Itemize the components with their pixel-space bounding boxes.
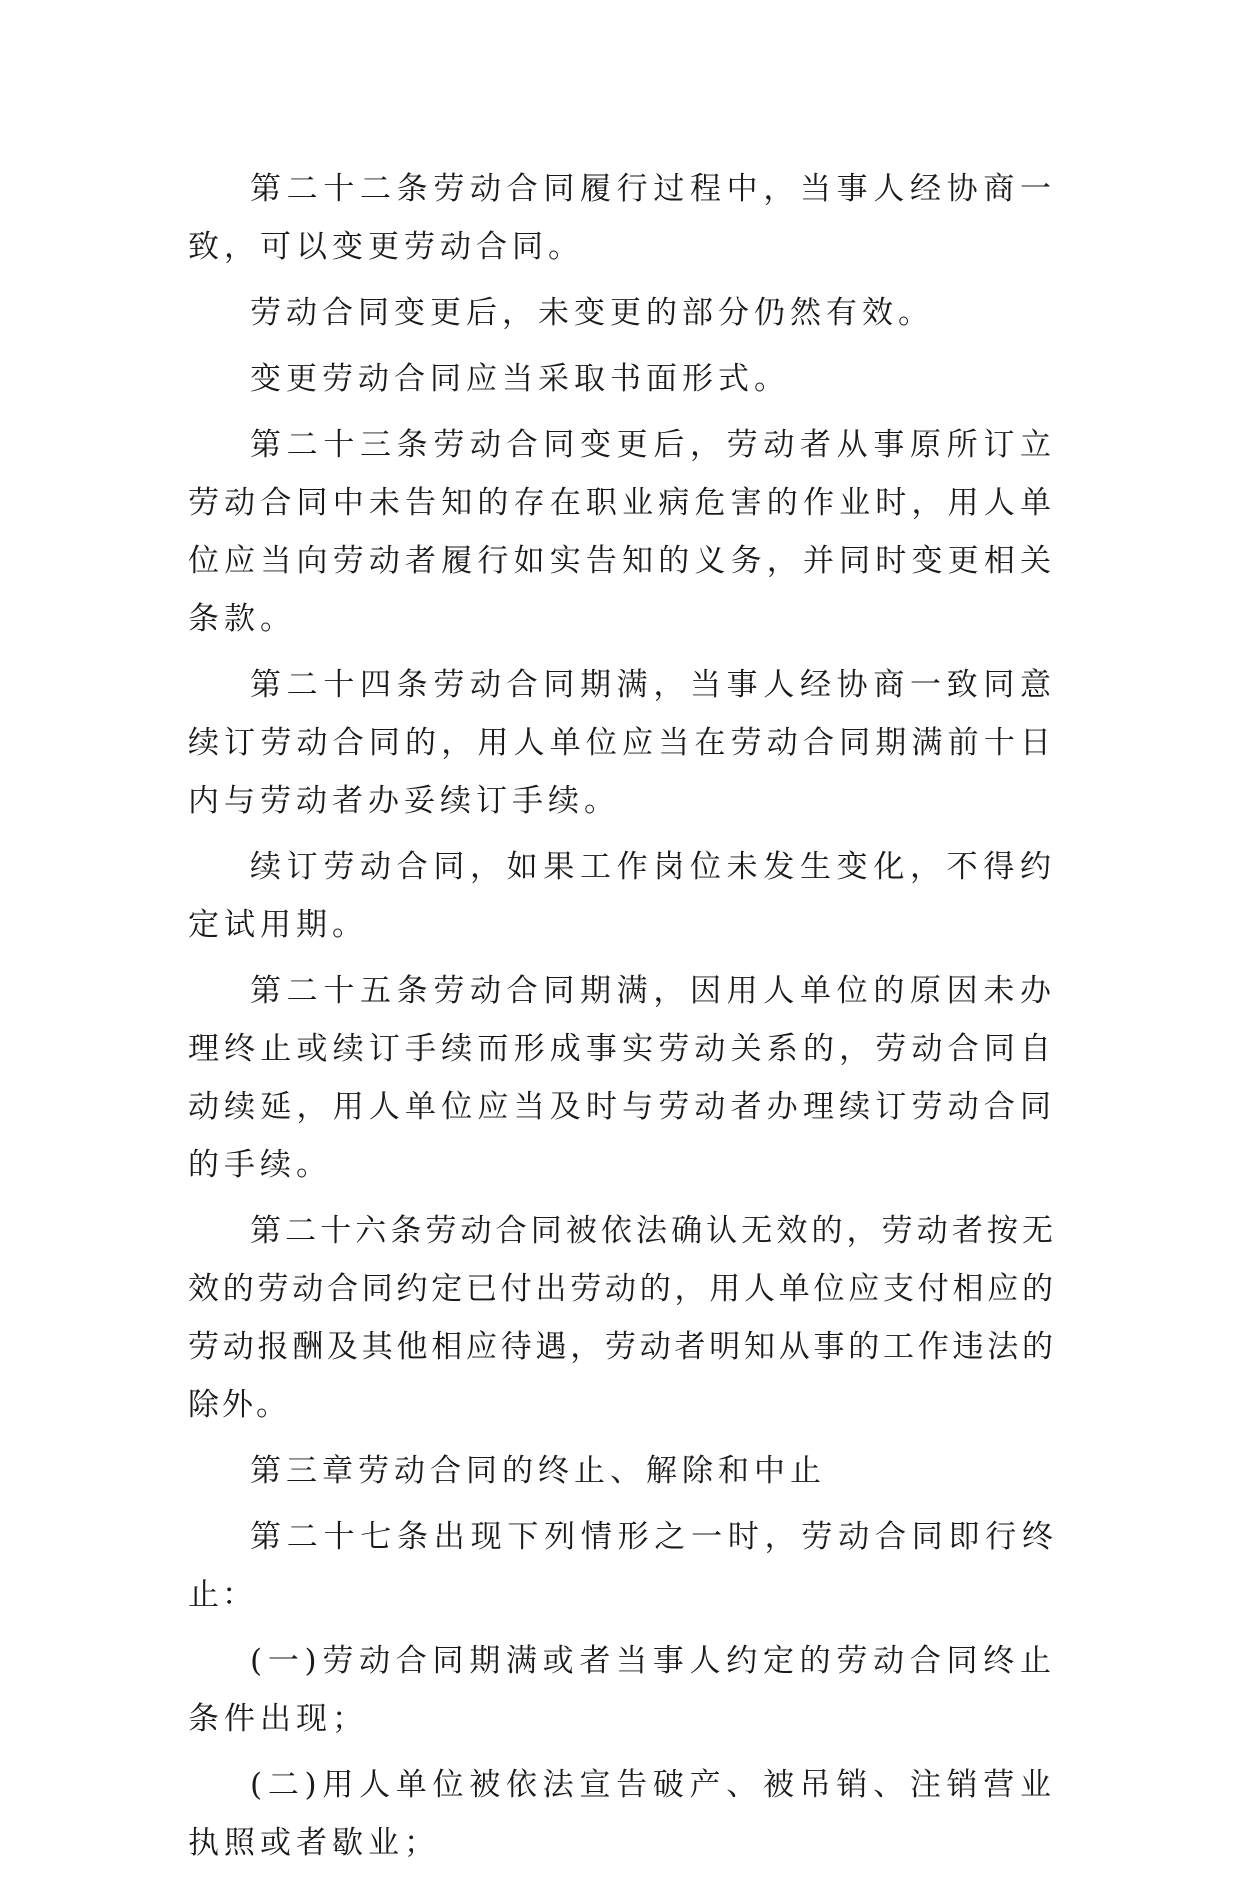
paragraph-article-25: 第二十五条劳动合同期满，因用人单位的原因未办理终止或续订手续而形成事实劳动关系的，劳动合同自动续延，用人单位应当及时与劳动者办理续订劳动合同的手续。 (188, 973, 1056, 1183)
list-item-1: (一)劳动合同期满或者当事人约定的劳动合同终止条件出现； (188, 1643, 1056, 1737)
paragraph-article-26: 第二十六条劳动合同被依法确认无效的，劳动者按无效的劳动合同约定已付出劳动的，用人单位应支付相应的劳动报酬及其他相应待遇，劳动者明知从事的工作违法的除外。 (188, 1213, 1056, 1423)
chapter-3-heading: 第三章劳动合同的终止、解除和中止 (250, 1453, 826, 1489)
paragraph-renewal-no-probation: 续订劳动合同，如果工作岗位未发生变化，不得约定试用期。 (188, 849, 1056, 943)
paragraph-article-23: 第二十三条劳动合同变更后，劳动者从事原所订立劳动合同中未告知的存在职业病危害的作业时，用人单位应当向劳动者履行如实告知的义务，并同时变更相关条款。 (188, 427, 1056, 637)
paragraph-written-form: 变更劳动合同应当采取书面形式。 (250, 361, 790, 397)
list-item-2: (二)用人单位被依法宣告破产、被吊销、注销营业执照或者歇业； (188, 1767, 1056, 1861)
paragraph-unchanged-parts-valid: 劳动合同变更后，未变更的部分仍然有效。 (250, 295, 934, 331)
paragraph-article-24: 第二十四条劳动合同期满，当事人经协商一致同意续订劳动合同的，用人单位应当在劳动合同期满前十日内与劳动者办妥续订手续。 (188, 667, 1056, 819)
document-body (188, 160, 1056, 1880)
paragraph-article-27: 第二十七条出现下列情形之一时，劳动合同即行终止： (188, 1519, 1056, 1613)
paragraph-article-22: 第二十二条劳动合同履行过程中，当事人经协商一致，可以变更劳动合同。 (188, 171, 1056, 265)
